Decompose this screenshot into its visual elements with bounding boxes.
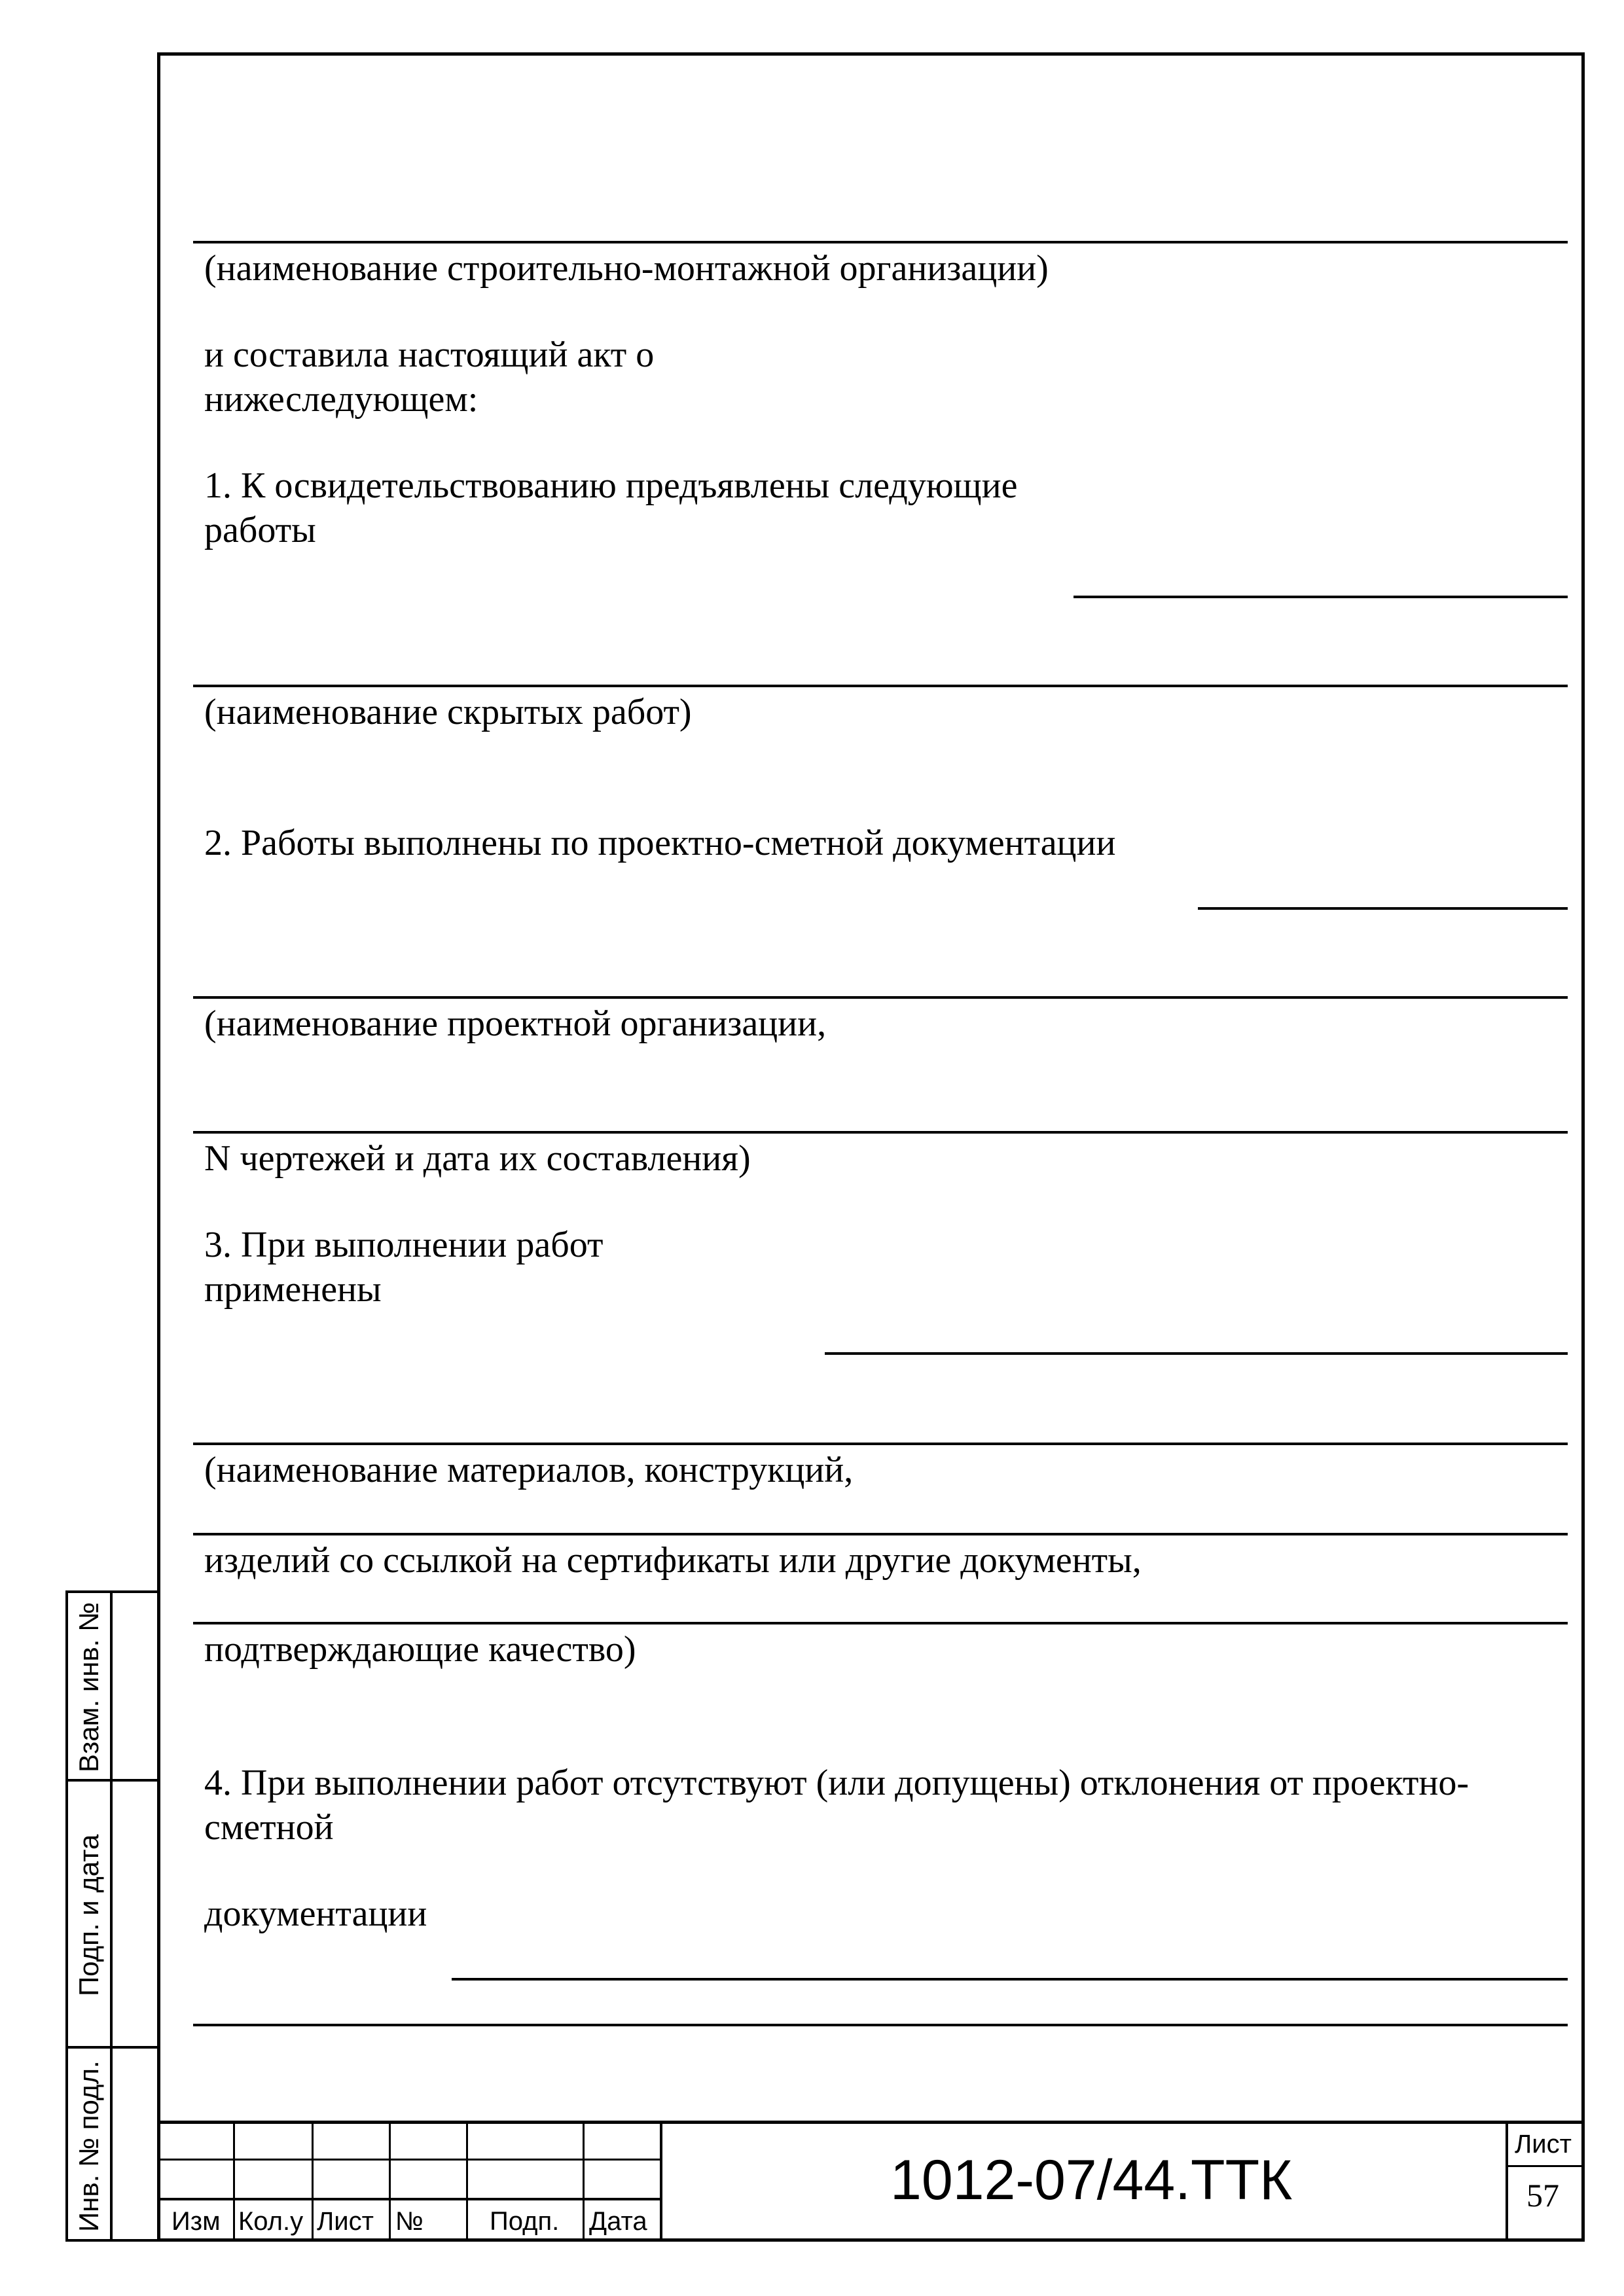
fill-line-org [193,241,1568,243]
document-code: 1012-07/44.ТТК [890,2149,1293,2212]
title-block [157,2121,1585,2242]
fill-line-item4-short [452,1978,1568,1981]
caption-materials1: (наименование материалов, конструкций, [204,1450,854,1490]
sheet-cell-left [1506,2121,1508,2242]
caption-materials2: изделий со ссылкой на сертификаты или другие документы, [204,1540,1142,1581]
side-label-inv: Инв. № подл. [73,2060,104,2232]
header-data: Дата [589,2207,647,2236]
rev-grid-col3 [389,2121,391,2242]
sheet-label: Лист [1515,2130,1572,2159]
fill-line-materials2 [193,1533,1568,1535]
caption-hidden-works: (наименование скрытых работ) [204,692,692,732]
item1-line2: работы [204,510,316,550]
fill-line-item4-full [193,2024,1568,2026]
item1-line1: 1. К освидетельствованию предъявлены следующие [204,465,1018,506]
act-text-line2: нижеследующем: [204,379,478,420]
header-num: № [395,2207,424,2236]
header-podp: Подп. [490,2207,560,2236]
side-stamp-divider [110,1590,113,2242]
rev-grid-col2 [312,2121,314,2242]
rev-grid-col1 [233,2121,235,2242]
item2-text: 2. Работы выполнены по проектно-сметной документации [204,823,1116,863]
caption-drawings: N чертежей и дата их составления) [204,1138,751,1179]
fill-line-materials3 [193,1622,1568,1624]
item4-line2: сметной [204,1807,334,1848]
caption-project-org: (наименование проектной организации, [204,1003,827,1044]
title-block-top-border [157,2121,1585,2124]
item4-line3: документации [204,1893,427,1934]
rev-grid-col5 [583,2121,585,2242]
fill-line-materials [193,1443,1568,1445]
fill-line-drawings [193,1131,1568,1134]
fill-line-hidden-works [193,685,1568,687]
header-list: Лист [317,2207,374,2236]
sheet-cell-mid [1506,2165,1585,2167]
caption-org: (наименование строительно-монтажной организации) [204,248,1049,289]
item3-line2: применены [204,1269,382,1310]
fill-line-item3-short [825,1352,1568,1355]
side-label-vzam: Взам. инв. № [73,1602,104,1772]
caption-materials3: подтверждающие качество) [204,1629,636,1670]
rev-grid-col4 [466,2121,468,2242]
item3-line1: 3. При выполнении работ [204,1225,604,1265]
rev-grid-col6 [660,2121,662,2242]
fill-line-item2-short [1198,907,1568,910]
fill-line-item1-short [1074,596,1568,598]
sheet-number: 57 [1526,2177,1559,2214]
act-text-line1: и составила настоящий акт о [204,334,655,375]
item4-line1: 4. При выполнении работ отсутствуют (или допущены) отклонения от проектно- [204,1763,1469,1803]
header-izm: Изм [171,2207,221,2236]
fill-line-project-org [193,996,1568,999]
header-kolu: Кол.у [238,2207,304,2236]
side-label-podp: Подп. и дата [73,1834,104,1996]
